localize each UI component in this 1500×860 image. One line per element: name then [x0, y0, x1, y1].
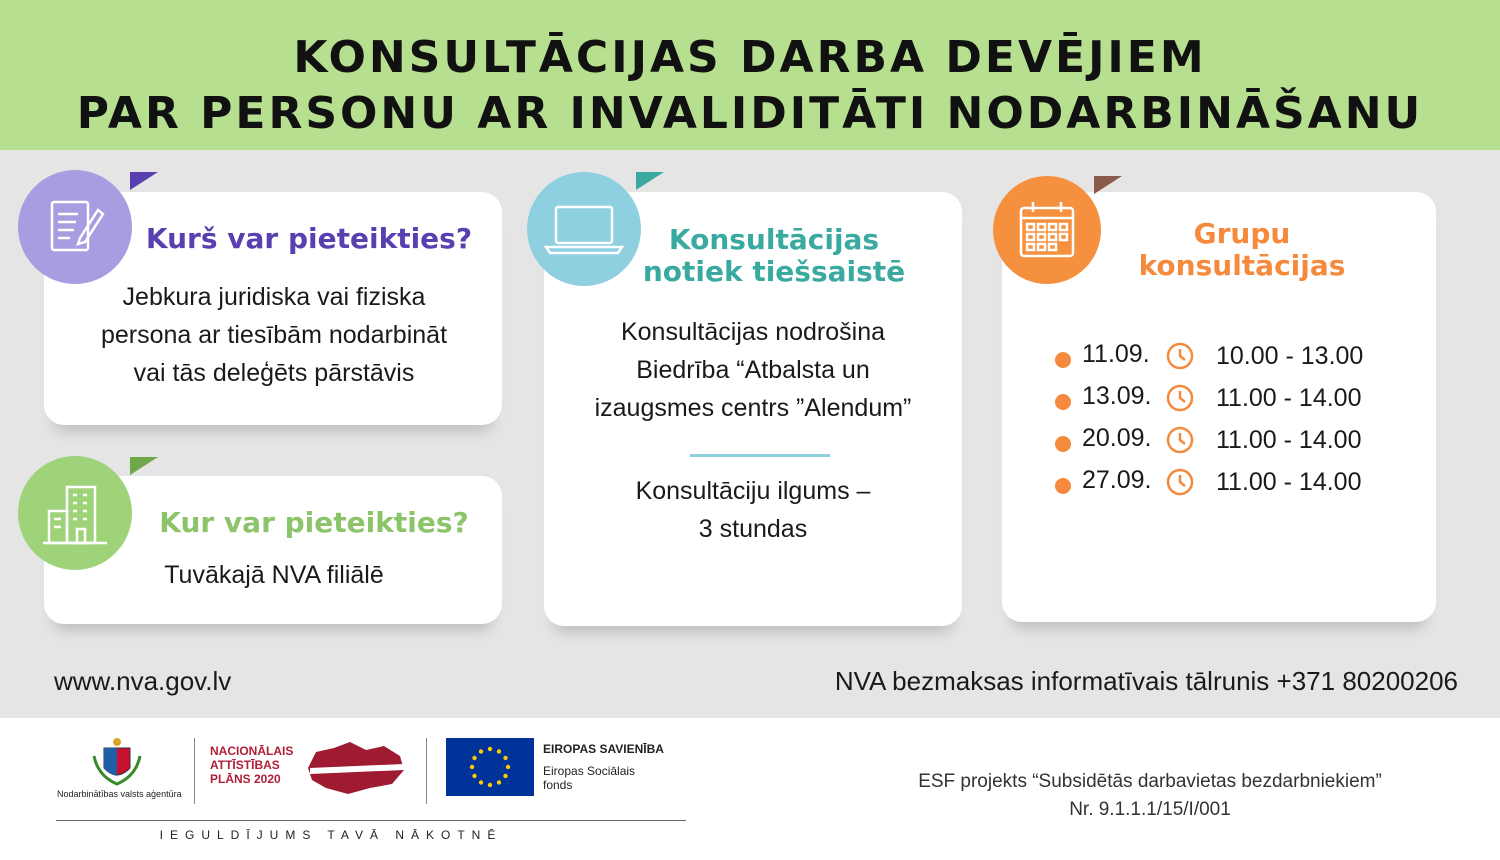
bullet-dot [1055, 394, 1071, 410]
bullet-dot [1055, 478, 1071, 494]
esf-line: ESF projekts “Subsidētās darbavietas bezdarbniekiem” [918, 771, 1382, 792]
schedule-date: 20.09. [1082, 424, 1152, 452]
slogan-rule [56, 820, 686, 821]
schedule-list [1050, 338, 1410, 506]
laptop-icon [527, 172, 641, 286]
card-online-title [614, 224, 934, 288]
card-who-title: Kurš var pieteikties? [145, 222, 473, 255]
calendar-icon [993, 176, 1101, 284]
card-online-line: izaugsmes centrs ”Alendum” [594, 394, 912, 422]
card-who-text [54, 278, 494, 392]
page-title-line-1: KONSULTĀCIJAS DARBA DEVĒJIEM [293, 32, 1207, 83]
card-who-line: vai tās deleģēts pārstāvis [133, 359, 415, 387]
page-title-line-2: PAR PERSONU AR INVALIDITĀTI NODARBINĀŠANU [76, 88, 1424, 139]
schedule-time: 11.00 - 14.00 [1216, 468, 1362, 496]
eu-sub-line: fonds [543, 778, 573, 792]
bullet-dot [1055, 436, 1071, 452]
website-link[interactable]: www.nva.gov.lv [54, 666, 232, 696]
schedule-time: 11.00 - 14.00 [1216, 426, 1362, 454]
eu-sub-line: Eiropas Sociālais [543, 764, 636, 778]
duration-line: Konsultāciju ilgums – [635, 477, 871, 505]
card-who-line: Jebkura juridiska vai fiziska [122, 283, 426, 311]
clock-icon [1165, 467, 1195, 501]
building-icon [18, 456, 132, 570]
divider [690, 454, 830, 457]
card-group-title-line: konsultācijas [1138, 249, 1346, 282]
duration-line: 3 stundas [698, 515, 808, 543]
slogan: IEGULDĪJUMS TAVĀ NĀKOTNĒ [159, 828, 503, 842]
schedule-row [1050, 422, 1410, 464]
schedule-row [1050, 338, 1410, 380]
schedule-time: 10.00 - 13.00 [1216, 342, 1364, 370]
logo-divider [426, 738, 427, 804]
schedule-row [1050, 464, 1410, 506]
card-group-title [1102, 218, 1382, 282]
card-online-line: Konsultācijas nodrošina [620, 318, 886, 346]
clock-icon [1165, 425, 1195, 459]
card-online-text [544, 313, 962, 427]
clock-icon [1165, 341, 1195, 375]
card-who-flag [130, 172, 158, 190]
eu-logo-subtitle [543, 764, 635, 792]
eu-logo-title: EIROPAS SAVIENĪBA [543, 742, 664, 756]
schedule-date: 13.09. [1082, 382, 1152, 410]
coat-of-arms-logo [90, 736, 144, 790]
schedule-row [1050, 380, 1410, 422]
nap-line: PLĀNS 2020 [210, 772, 281, 786]
logo-strip [0, 718, 1500, 860]
logo-divider [194, 738, 195, 804]
schedule-date: 27.09. [1082, 466, 1152, 494]
card-where-title: Kur var pieteikties? [159, 506, 469, 539]
card-online-flag [636, 172, 664, 190]
clock-icon [1165, 383, 1195, 417]
card-where-flag [130, 457, 158, 475]
card-online-title-line: notiek tiešsaistē [642, 255, 906, 288]
document-pen-icon [18, 170, 132, 284]
esf-project-text [870, 768, 1430, 824]
card-group-flag [1094, 176, 1122, 194]
card-online-line: Biedrība “Atbalsta un [636, 356, 870, 384]
latvia-map-logo [304, 738, 408, 802]
phone-info: NVA bezmaksas informatīvais tālrunis +371 80200206 [834, 666, 1458, 696]
header-banner [0, 0, 1500, 150]
esf-line: Nr. 9.1.1.1/15/I/001 [1069, 799, 1231, 820]
card-online-title-line: Konsultācijas [668, 223, 880, 256]
card-who-line: persona ar tiesībām nodarbināt [100, 321, 448, 349]
bullet-dot [1055, 352, 1071, 368]
card-group-title-line: Grupu [1193, 217, 1291, 250]
schedule-date: 11.09. [1082, 340, 1150, 368]
card-where-text: Tuvākajā NVA filiālē [164, 561, 384, 589]
card-online-duration [544, 472, 962, 548]
nap-line: ATTĪSTĪBAS [210, 758, 280, 772]
nap-line: NACIONĀLAIS [210, 744, 294, 758]
eu-flag-logo [446, 738, 534, 796]
nap-logo-text [210, 744, 293, 786]
schedule-time: 11.00 - 14.00 [1216, 384, 1362, 412]
nva-logo-caption: Nodarbinātības valsts aģentūra [57, 789, 182, 799]
